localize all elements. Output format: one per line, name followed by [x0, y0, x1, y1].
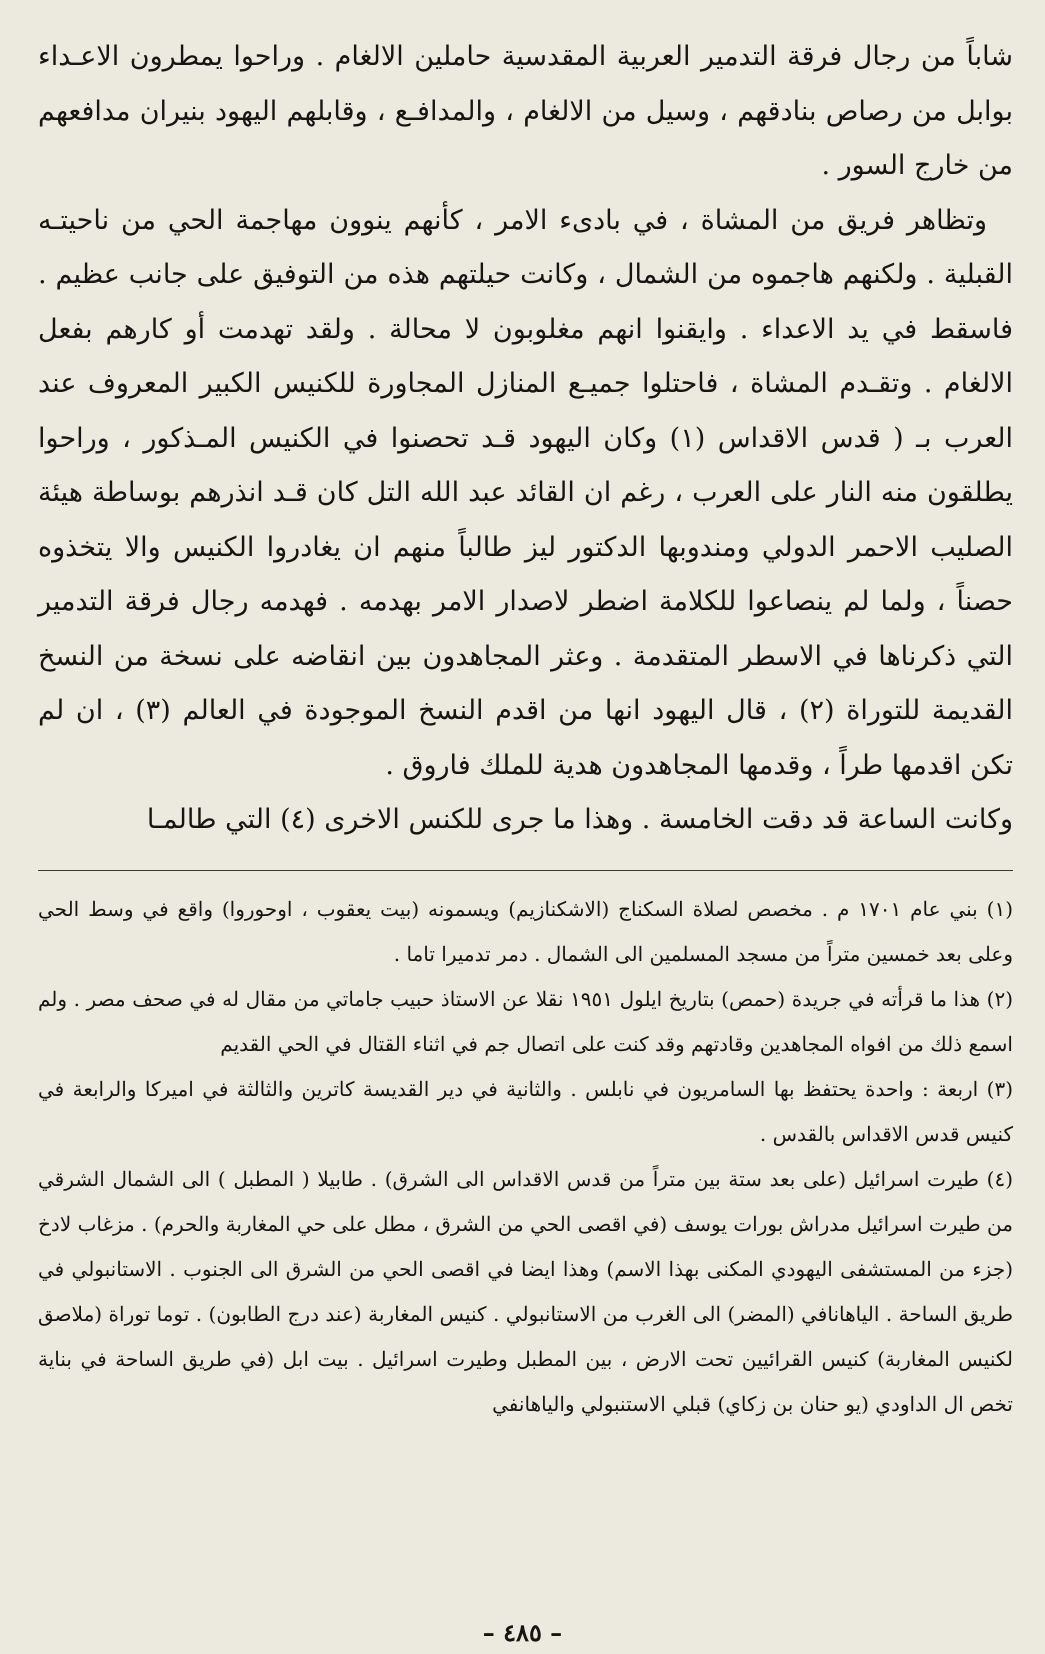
footnote-separator: [38, 870, 1013, 871]
main-text: [38, 30, 1013, 848]
paragraph: وتظاهر فريق من المشاة ، في بادىء الامر ، كأنهم ينوون مهاجمة الحي من ناحيتـه القبلية . ولكنهم هاجموه من الشمال ، وكانت حيلتهم هذه من التوفيق على جانب عظيم . فاسقط في يد الاعداء . وايقنوا انهم مغلوبون لا محالة . ولقد تهدمت أو كارهم بفعل الالغام . وتقـدم المشاة ، فاحتلوا جميـع المنازل المجاورة للكنيس الكبير المعروف عند العرب بـ ( قدس الاقداس (١) وكان اليهود قـد تحصنوا في الكنيس المـذكور ، وراحوا يطلقون منه النار على العرب ، رغم ان القائد عبد الله التل كان قـد انذرهم بوساطة هيئة الصليب الاحمر الدولي ومندوبها الدكتور ليز طالباً منهم ان يغادروا الكنيس والا يتخذوه حصناً ، ولما لم ينصاعوا للكلامة اضطر لاصدار الامر بهدمه . فهدمه رجال فرقة التدمير التي ذكرناها في الاسطر المتقدمة . وعثر المجاهدون بين انقاضه على نسخة من النسخ القديمة للتوراة (٢) ، قال اليهود انها من اقدم النسخ الموجودة في العالم (٣) ، ان لم تكن اقدمها طراً ، وقدمها المجاهدون هدية للملك فاروق .: [38, 204, 1014, 781]
footnote-3: (٣) اربعة : واحدة يحتفظ بها السامريون في نابلس . والثانية في دير القديسة كاترين والثالثة في اميركا والرابعة في كنيس قدس الاقداس بالقدس .: [38, 1076, 1013, 1146]
paragraph: وكانت الساعة قد دقت الخامسة . وهذا ما جرى للكنس الاخرى (٤) التي طالمـا: [146, 804, 1013, 835]
footnotes: [38, 887, 1013, 1427]
page-number: – ٤٨٥ –: [482, 1618, 563, 1647]
paragraph: شاباً من رجال فرقة التدمير العربية المقدسية حاملين الالغام . وراحوا يمطرون الاعـداء بوابل من رصاص بنادقهم ، وسيل من الالغام ، والمدافـع ، وقابلهم اليهود بنيران مدافعهم من خارج السور .: [38, 41, 1013, 181]
book-page: [38, 30, 1013, 1630]
footnote-2: (٢) هذا ما قرأته في جريدة (حمص) بتاريخ ايلول ١٩٥١ نقلا عن الاستاذ حبيب جاماتي من مقال له في صحف مصر . ولم اسمع ذلك من افواه المجاهدين وقادتهم وقد كنت على اتصال جم في اثناء القتال في الحي القديم: [38, 986, 1014, 1056]
footnote-4: (٤) طيرت اسرائيل (على بعد ستة بين متراً من قدس الاقداس الى الشرق) . طابيلا ( المطبل ) الى الشمال الشرقي من طيرت اسرائيل مدراش بورات يوسف (في اقصى الحي من الشرق ، مطل على حي المغاربة والحرم) . مزغاب لادخ (جزء من المستشفى اليهودي المكنى بهذا الاسم) وهذا ايضا في اقصى الحي من الشرق الى الجنوب . الاستانبولي في طريق الساحة . الياهانافي (المضر) الى الغرب من الاستانبولي . كنيس المغاربة (عند درج الطابون) . توما توراة (ملاصق لكنيس المغاربة) كنيس القرائيين تحت الارض ، بين المطبل وطيرت اسرائيل . بيت ابل (في طريق الساحة في بناية تخص ال الداودي (يو حنان بن زكاي) قبلي الاستنبولي والياهانفي: [38, 1166, 1014, 1416]
footnote-1: (١) بني عام ١٧٠١ م . مخصص لصلاة السكناج (الاشكنازيم) ويسمونه (بيت يعقوب ، اوحوروا) واقع في وسط الحي وعلى بعد خمسين متراً من مسجد المسلمين الى الشمال . دمر تدميرا تاما .: [38, 896, 1013, 966]
